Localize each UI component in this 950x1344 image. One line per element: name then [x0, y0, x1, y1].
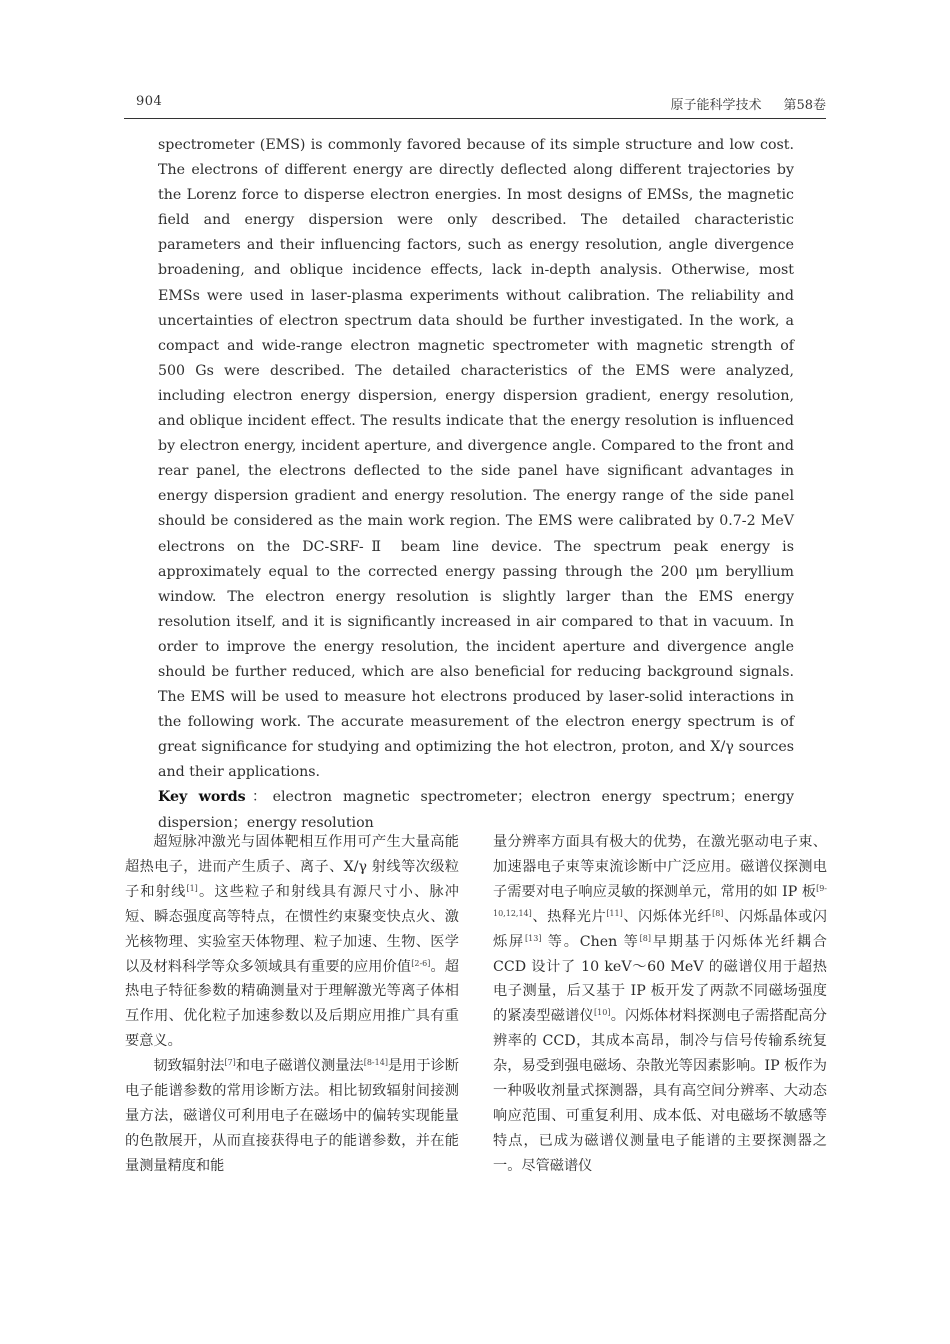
keywords-label: Key words: [158, 789, 246, 806]
body-paragraph: [493, 830, 827, 1179]
body-paragraph: [125, 1054, 459, 1179]
citation-ref: [2-6]: [411, 958, 431, 968]
text-run: 和电子磁谱仪测量法: [235, 1058, 364, 1075]
citation-ref: [13]: [525, 933, 542, 943]
keywords: [158, 785, 794, 835]
citation-ref: [7]: [224, 1058, 236, 1068]
text-run: 。超热电子特征参数的精确测量对于理解激光等离子体相互作用、优化粒子加速参数以及后期应用推广具有重要意义。: [125, 958, 459, 1050]
text-run: 、热释光片: [531, 908, 607, 925]
text-run: 是用于诊断电子能谱参数的常用诊断方法。相比韧致辐射间接测量方法，磁谱仪可利用电子在磁场中的偏转实现能量的色散展开，从而直接获得电子的能谱参数，并在能量测量精度和能: [125, 1058, 459, 1174]
citation-ref: [8]: [712, 908, 724, 918]
text-run: 等。Chen 等: [541, 933, 640, 950]
abstract-text: spectrometer (EMS) is commonly favored because of its simple structure and low cost. The electrons of different energy are directly deflected along different trajectories by the Lorenz force to disperse electron energies. In most designs of EMSs, the magnetic field and energy dispersion were only described. The detailed characteristic parameters and their influencing factors, such as energy resolution, angle divergence broadening, and oblique incidence effects, lack in-depth analysis. Otherwise, most EMSs were used in laser-plasma experiments without calibration. The reliability and uncertainties of electron spectrum data should be further investigated. In the work, a compact and wide-range electron magnetic spectrometer with magnetic strength of 500 Gs were described. The detailed characteristics of the EMS were analyzed, including electron energy dispersion, energy dispersion gradient, energy resolution, and oblique incident effect. The results indicate that the energy resolution is influenced by electron energy, incident aperture, and divergence angle. Compared to the front and rear panel, the electrons deflected to the side panel have significant advantages in energy dispersion gradient and energy resolution. The energy range of the side panel should be considered as the main work region. The EMS were calibrated by 0.7-2 MeV electrons on the DC-SRF-Ⅱ beam line device. The spectrum peak energy is approximately equal to the corrected energy passing through the 200 μm beryllium window. The electron energy resolution is slightly larger than the EMS energy resolution itself, and it is significantly increased in air compared to that in vacuum. In order to improve the energy resolution, the incident aperture and divergence angle should be further reduced, which are also beneficial for reducing background signals. The EMS will be used to measure hot electrons produced by laser-solid interactions in the following work. The accurate measurement of the electron energy spectrum is of great significance for studying and optimizing the hot electron, proton, and X/γ sources and their applications.: [158, 137, 794, 781]
body-left-column: [125, 830, 459, 1179]
journal-name: 原子能科学技术: [670, 98, 762, 113]
text-run: 、闪烁体光纤: [622, 908, 713, 925]
text-run: 。闪烁体材料探测电子需搭配高分辨率的 CCD，其成本高昂，制冷与信号传输系统复杂，易受到强电磁场、杂散光等因素影响。IP 板作为一种吸收剂量式探测器，具有高空间分辨率、大动态响应范围、可重复利用、成本低、对电磁场不敏感等特点，已成为磁谱仪测量电子能谱的主要探测器之一。尽管磁谱仪: [493, 1008, 827, 1174]
page-number: 904: [136, 94, 163, 109]
citation-ref: [8-14]: [363, 1058, 388, 1068]
text-run: 早期基于闪烁体光纤耦合 CCD 设计了 10 keV～60 MeV 的磁谱仪用于超热电子测量，后又基于 IP 板开发了两款不同磁场强度的紧凑型磁谱仪: [493, 933, 827, 1025]
text-run: 韧致辐射法: [153, 1058, 225, 1075]
journal-info: [648, 94, 826, 113]
english-abstract: [158, 133, 794, 836]
text-run: 量分辨率方面具有极大的优势，在激光驱动电子束、加速器电子束等束流诊断中广泛应用。磁谱仪探测电子需要对电子响应灵敏的探测单元，常用的如 IP 板: [493, 834, 827, 900]
text-run: 、闪烁晶体或闪烁屏: [493, 908, 827, 950]
body-paragraph: [125, 830, 459, 1054]
text-run: 。这些粒子和射线具有源尺寸小、脉冲短、瞬态强度高等特点，在惯性约束聚变快点火、激光核物理、实验室天体物理、粒子加速、生物、医学以及材料科学等众多领域具有重要的应用价值: [125, 883, 459, 975]
body-right-column: [493, 830, 827, 1179]
citation-ref: [1]: [186, 883, 198, 893]
volume-label: 第58卷: [783, 98, 826, 113]
header-rule: [124, 118, 826, 119]
text-run: 超短脉冲激光与固体靶相互作用可产生大量高能超热电子，进而产生质子、离子、X/γ 射线等次级粒子和射线: [125, 834, 459, 900]
citation-ref: [8]: [639, 933, 651, 943]
citation-ref: [11]: [606, 908, 623, 918]
citation-ref: [10]: [594, 1008, 611, 1018]
page-header: [124, 92, 826, 116]
citation-ref: [9-10,12,14]: [493, 883, 827, 918]
keywords-list: ：electron magnetic spectrometer；electron energy spectrum；energy dispersion；energy resolution: [158, 789, 794, 831]
